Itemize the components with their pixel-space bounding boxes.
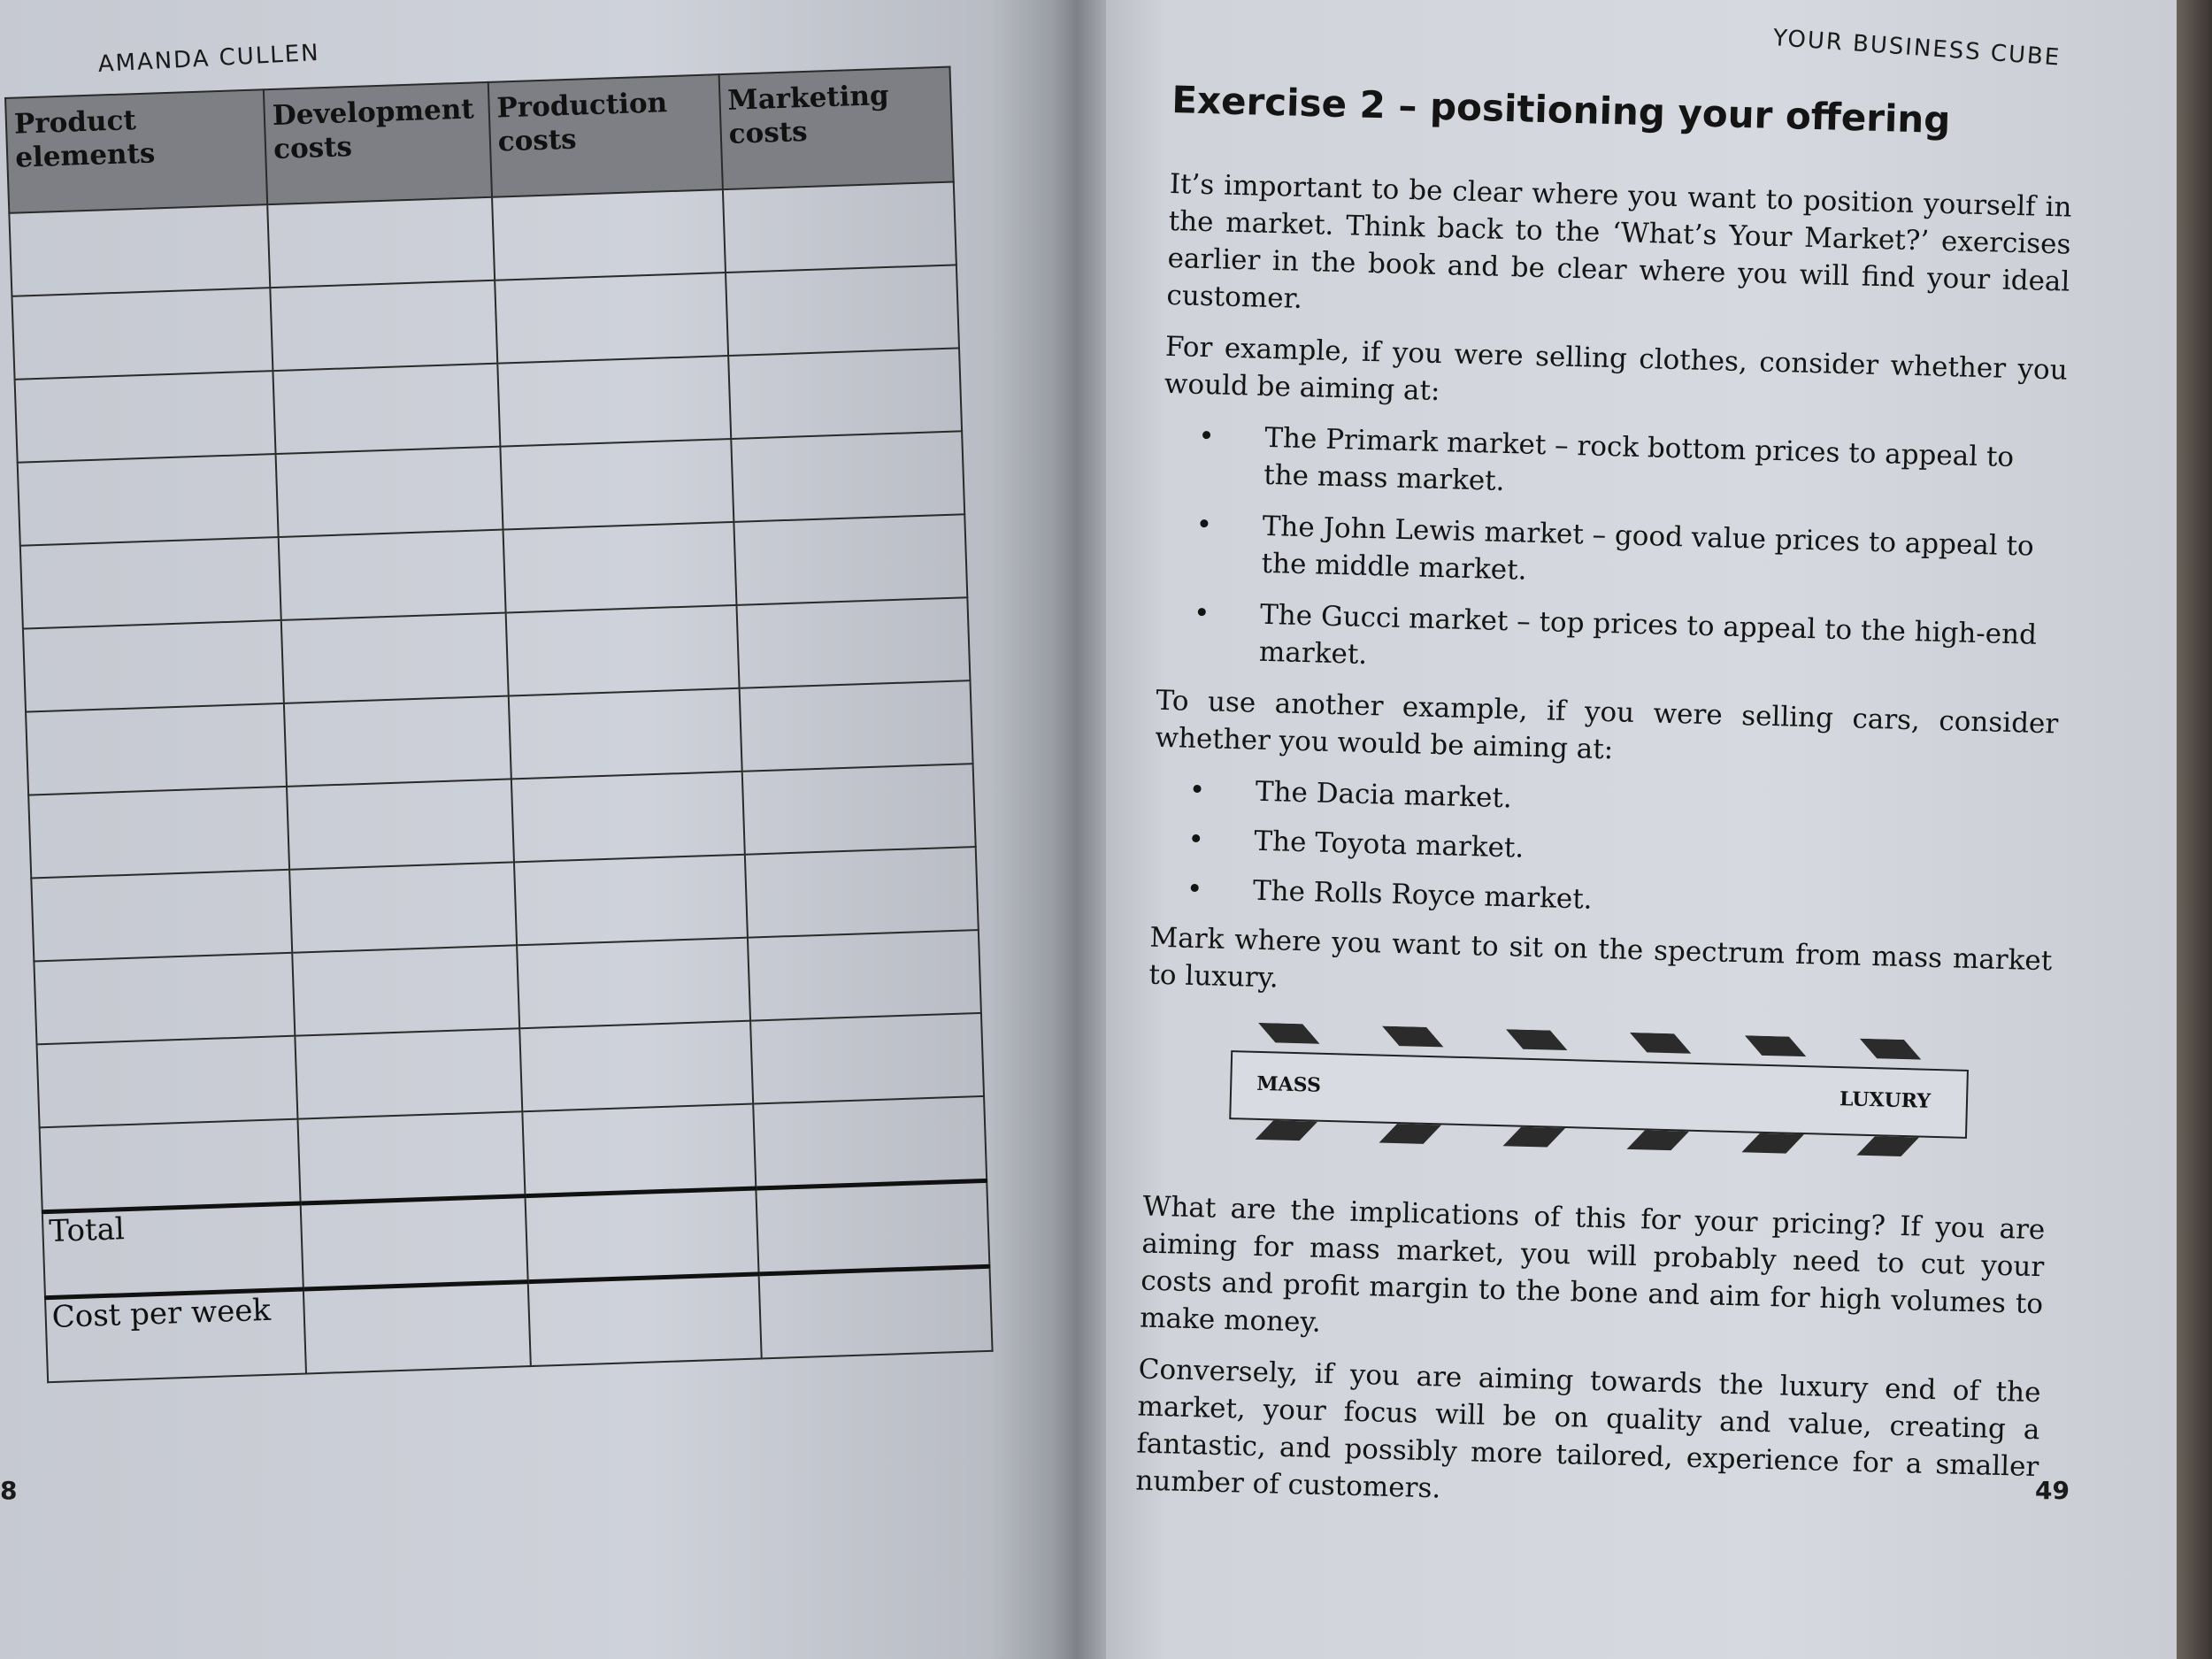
table-cell[interactable] xyxy=(753,1096,987,1188)
table-cell[interactable] xyxy=(519,1021,753,1112)
table-cell[interactable] xyxy=(298,1111,526,1203)
list-item xyxy=(1150,870,2054,931)
book-gutter xyxy=(1053,0,1106,1659)
table-cell[interactable] xyxy=(279,530,506,620)
bullet-icon: • xyxy=(1193,596,1210,630)
table-cell[interactable] xyxy=(276,447,503,537)
table-cell[interactable] xyxy=(18,454,279,546)
table-cell[interactable] xyxy=(289,862,517,952)
table-cell[interactable] xyxy=(267,197,495,288)
bullet-icon: • xyxy=(1186,872,1203,906)
table-cell[interactable] xyxy=(742,764,976,855)
list-item-text: The Rolls Royce market. xyxy=(1252,874,1593,916)
table-cell[interactable] xyxy=(750,1013,984,1104)
table-cell[interactable] xyxy=(497,356,731,447)
header-product-elements: Product elements xyxy=(5,89,267,213)
list-item-text: The Dacia market. xyxy=(1255,775,1513,815)
table-cell[interactable] xyxy=(301,1196,528,1289)
costs-table-container xyxy=(4,66,989,1384)
cars-intro-paragraph: To use another example, if you were selling cars, consider whether you would be aiming at: xyxy=(1155,684,2059,766)
table-cell[interactable] xyxy=(745,847,979,938)
pricing-implications-paragraph: What are the implications of this for your pricing? If you are aiming for mass market, you will probably need to cut your costs and profit margin to the bone and aim for high volumes to make money. xyxy=(1139,1190,2046,1339)
table-cell[interactable] xyxy=(303,1282,531,1374)
list-item-text: The Primark market – rock bottom prices to appeal to the mass market. xyxy=(1263,421,2015,497)
exercise-title: Exercise 2 – positioning your offering xyxy=(1171,78,1951,142)
table-cell[interactable] xyxy=(522,1104,756,1196)
table-cell[interactable] xyxy=(514,855,748,946)
table-body xyxy=(9,181,992,1382)
list-item-text: The Toyota market. xyxy=(1253,825,1525,864)
table-cell[interactable] xyxy=(28,787,289,879)
table-cell[interactable] xyxy=(756,1180,989,1274)
table-cell[interactable] xyxy=(26,703,287,795)
running-head-right: YOUR BUSINESS CUBE xyxy=(1771,25,2062,72)
table-cell[interactable] xyxy=(500,439,733,530)
table-cell[interactable] xyxy=(37,1036,298,1128)
background-edge xyxy=(2177,0,2212,1659)
bullet-icon: • xyxy=(1188,773,1206,807)
table-cell[interactable] xyxy=(31,870,292,962)
table-cell[interactable] xyxy=(270,280,497,371)
table-cell[interactable] xyxy=(509,688,742,780)
clothes-list xyxy=(1157,417,2066,692)
table-cell[interactable] xyxy=(726,265,959,356)
list-item xyxy=(1162,417,2066,515)
table-cell[interactable] xyxy=(34,953,295,1045)
table-cell[interactable] xyxy=(728,348,962,439)
luxury-paragraph: Conversely, if you are aiming towards the luxury end of the market, your focus will be on quality and value, creating a fantastic, and possibly more tailored, experience for a smaller number of customers. xyxy=(1135,1353,2041,1505)
costs-table xyxy=(4,66,994,1384)
total-label: Total xyxy=(42,1203,303,1298)
table-cell[interactable] xyxy=(295,1028,522,1118)
table-cell[interactable] xyxy=(12,288,273,380)
header-production-costs: Production costs xyxy=(488,74,723,197)
header-development-costs: Development costs xyxy=(264,82,492,204)
table-cell[interactable] xyxy=(20,537,281,629)
table-cell[interactable] xyxy=(527,1274,761,1366)
page-number-left: 8 xyxy=(0,1476,18,1505)
table-cell[interactable] xyxy=(733,514,967,605)
list-item xyxy=(1152,820,2055,881)
spectrum-instruction: Mark where you want to sit on the spectrum from mass market to luxury. xyxy=(1148,921,2053,995)
list-item xyxy=(1153,771,2056,832)
clothes-intro-paragraph: For example, if you were selling clothes, consider whether you would be aiming at: xyxy=(1164,330,2069,408)
table-cell[interactable] xyxy=(525,1188,758,1282)
table-cell[interactable] xyxy=(284,695,511,786)
table-cell[interactable] xyxy=(40,1119,301,1212)
spectrum-label-mass: MASS xyxy=(1256,1071,1322,1097)
table-cell[interactable] xyxy=(287,779,514,869)
cost-per-week-label: Cost per week xyxy=(45,1289,306,1382)
table-cell[interactable] xyxy=(748,930,981,1021)
list-item-text: The John Lewis market – good value prices to appeal to the middle market. xyxy=(1261,510,2035,587)
list-item xyxy=(1157,594,2062,692)
spectrum-label-luxury: LUXURY xyxy=(1839,1087,1932,1113)
table-cell[interactable] xyxy=(503,522,736,613)
bullet-icon: • xyxy=(1187,823,1205,856)
table-cell[interactable] xyxy=(723,181,956,273)
table-cell[interactable] xyxy=(281,613,509,703)
table-cell[interactable] xyxy=(731,431,964,522)
table-cell[interactable] xyxy=(736,597,970,688)
page-number-right: 49 xyxy=(2035,1476,2070,1505)
table-cell[interactable] xyxy=(511,772,745,863)
table-cell[interactable] xyxy=(492,189,726,280)
cars-list xyxy=(1150,771,2056,931)
table-cell[interactable] xyxy=(23,620,284,712)
table-cell[interactable] xyxy=(739,680,972,772)
table-cell[interactable] xyxy=(9,204,270,296)
bullet-icon: • xyxy=(1197,419,1216,453)
list-item xyxy=(1159,505,2063,603)
list-item-text: The Gucci market – top prices to appeal to the high-end market. xyxy=(1258,598,2038,671)
mass-luxury-spectrum[interactable] xyxy=(1228,1022,1975,1174)
table-cell[interactable] xyxy=(292,945,519,1035)
table-cell[interactable] xyxy=(15,371,276,463)
table-cell[interactable] xyxy=(758,1266,992,1358)
table-cell[interactable] xyxy=(505,605,739,696)
bullet-icon: • xyxy=(1195,508,1213,541)
table-cell[interactable] xyxy=(495,273,728,364)
table-cell[interactable] xyxy=(517,938,750,1029)
intro-paragraph: It’s important to be clear where you want to position yourself in the market. Think back to the ‘What’s Your Market?’ exercises earlier in the book and be clear where you will find your ideal customer. xyxy=(1166,167,2072,315)
table-cell[interactable] xyxy=(273,364,500,454)
running-head-left: AMANDA CULLEN xyxy=(97,39,321,78)
exercise-content xyxy=(1135,78,2075,1537)
header-marketing-costs: Marketing costs xyxy=(718,67,953,190)
